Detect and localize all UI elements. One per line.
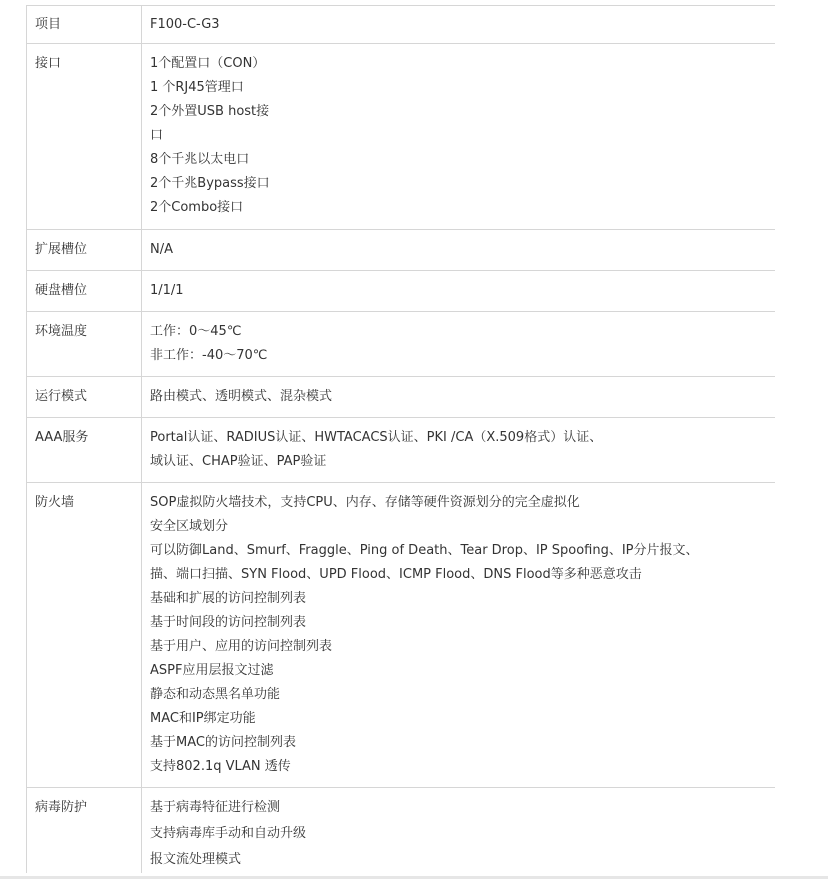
- spec-row-operating-mode: [27, 377, 775, 418]
- spec-value-line: 域认证、CHAP验证、PAP验证: [150, 454, 327, 469]
- spec-value-line: 口: [150, 128, 164, 143]
- spec-row-disk-slots: [27, 271, 775, 312]
- spec-label-cell: [27, 230, 142, 271]
- spec-value-line: 非工作：-40～70℃: [150, 348, 268, 363]
- spec-value-line: 支持病毒库手动和自动升级: [150, 826, 307, 841]
- spec-label-cell: [27, 483, 142, 788]
- spec-label-cell: [27, 377, 142, 418]
- spec-value-cell: [142, 418, 775, 483]
- spec-row-antivirus: [27, 788, 775, 874]
- spec-value-cell: [142, 377, 775, 418]
- spec-value-line: 报文流处理模式: [150, 852, 242, 867]
- spec-value-line: ASPF应用层报文过滤: [150, 663, 274, 678]
- spec-value-cell: [142, 6, 775, 44]
- spec-value-cell: [142, 271, 775, 312]
- spec-value-line: 工作：0～45℃: [150, 324, 242, 339]
- spec-value-line: 基于病毒特征进行检测: [150, 800, 281, 815]
- spec-value-line: 安全区域划分: [150, 519, 229, 534]
- spec-value-line: SOP虚拟防火墙技术，支持CPU、内存、存储等硬件资源划分的完全虚拟化: [150, 495, 580, 510]
- spec-label: 项目: [35, 17, 62, 32]
- spec-value-line: 基于MAC的访问控制列表: [150, 735, 296, 750]
- spec-value-line: MAC和IP绑定功能: [150, 711, 256, 726]
- spec-value-line: 描、端口扫描、SYN Flood、UPD Flood、ICMP Flood、DNS Flood等多种恶意攻击: [150, 567, 642, 582]
- spec-table: [26, 5, 775, 873]
- spec-value-line: 2个Combo接口: [150, 200, 244, 215]
- spec-label: 运行模式: [35, 389, 88, 404]
- spec-label-cell: [27, 312, 142, 377]
- spec-value-line: 基于时间段的访问控制列表: [150, 615, 307, 630]
- spec-label: 接口: [35, 56, 62, 71]
- spec-value-line: 8个千兆以太电口: [150, 152, 250, 167]
- spec-label-cell: [27, 788, 142, 874]
- spec-value-cell: [142, 483, 775, 788]
- spec-value-line: 路由模式、透明模式、混杂模式: [150, 389, 333, 404]
- spec-value-line: 可以防御Land、Smurf、Fraggle、Ping of Death、Tear Drop、IP Spoofing、IP分片报文、: [150, 543, 699, 558]
- spec-row-interfaces: [27, 44, 775, 230]
- spec-label: 环境温度: [35, 324, 88, 339]
- spec-row-aaa: [27, 418, 775, 483]
- spec-row-model: [27, 6, 775, 44]
- spec-value-line: 静态和动态黑名单功能: [150, 687, 281, 702]
- spec-value-cell: [142, 788, 775, 874]
- spec-row-firewall: [27, 483, 775, 788]
- spec-value-line: 2个外置USB host接: [150, 104, 270, 119]
- spec-value-line: N/A: [150, 242, 173, 257]
- spec-value-line: 基础和扩展的访问控制列表: [150, 591, 307, 606]
- spec-label-cell: [27, 44, 142, 230]
- spec-value-line: F100-C-G3: [150, 17, 220, 32]
- spec-row-expansion-slots: [27, 230, 775, 271]
- spec-value-line: 基于用户、应用的访问控制列表: [150, 639, 333, 654]
- spec-label: 扩展槽位: [35, 242, 88, 257]
- spec-value-cell: [142, 230, 775, 271]
- spec-value-line: 1 个RJ45管理口: [150, 80, 244, 95]
- spec-value-cell: [142, 312, 775, 377]
- spec-value-line: Portal认证、RADIUS认证、HWTACACS认证、PKI /CA（X.509格式）认证、: [150, 430, 603, 445]
- spec-label: 病毒防护: [35, 800, 88, 815]
- spec-label: 防火墙: [35, 495, 75, 510]
- spec-label-cell: [27, 271, 142, 312]
- spec-value-line: 2个千兆Bypass接口: [150, 176, 270, 191]
- spec-label: 硬盘槽位: [35, 283, 88, 298]
- spec-value-line: 支持802.1q VLAN 透传: [150, 759, 291, 774]
- spec-label-cell: [27, 6, 142, 44]
- spec-value-line: 1/1/1: [150, 283, 184, 298]
- spec-label-cell: [27, 418, 142, 483]
- spec-row-temperature: [27, 312, 775, 377]
- spec-label: AAA服务: [35, 430, 89, 445]
- spec-value-line: 1个配置口（CON）: [150, 56, 266, 71]
- spec-value-cell: [142, 44, 775, 230]
